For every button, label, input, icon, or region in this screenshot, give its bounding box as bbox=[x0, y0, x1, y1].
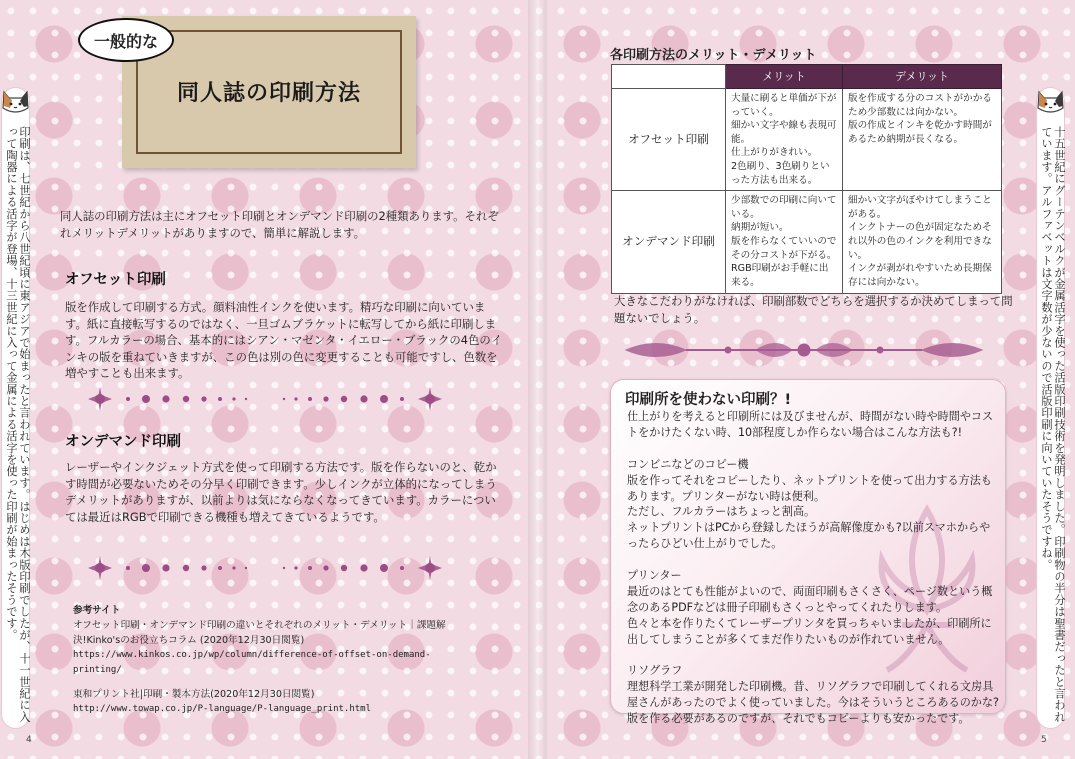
reference-link[interactable]: https://www.kinkos.co.jp/wp/column/difference-of-offset-on-demand-printing/ bbox=[73, 650, 431, 675]
callout-box bbox=[610, 379, 1006, 726]
ornament-divider bbox=[88, 556, 448, 580]
intro-text: 同人誌の印刷方法は主にオフセット印刷とオンデマンド印刷の2種類あります。それぞれメリットデメリットがありますので、簡単に解説します。 bbox=[60, 209, 499, 240]
title-badge: 一般的な bbox=[78, 18, 174, 62]
row-label: オフセット印刷 bbox=[612, 89, 726, 191]
comparison-table bbox=[611, 64, 1002, 294]
cat-face-icon bbox=[1035, 86, 1066, 116]
page-number: 5 bbox=[1041, 735, 1047, 745]
offset-body: 版を作成して印刷する方式。顔料油性インクを使います。精巧な印刷に向いています。紙に直接転写するのではなく、一旦ゴムブラケットに転写してから紙に印刷します。フルカラーの場合、基本的にはシアン・マゼンタ・イエロー・ブラックの4色のインキの版を重ねていきますが、この色は別の色に変更することも可能ですし、色数を増やすことも出来ます。 bbox=[65, 300, 503, 381]
offset-heading: オフセット印刷 bbox=[65, 272, 166, 288]
merit-cell: 大量に刷ると単価が下がっていく。 細かい文字や線も表現可能。 仕上がりがきれい。 2色刷り、3色刷りといった方法も出来る。 bbox=[726, 89, 843, 191]
callout-section-body: 最近のはとても性能がよいので、両面印刷もさくさく、ページ数という概念のあるPDFなどは冊子印刷もさくっとやってくれたりします。 色々と本を作りたくてレーザープリンタを買っちゃいましたが、印刷所に出してしまうことが多くてまだ作りたいものが作れていません。 bbox=[627, 584, 993, 646]
page-title: 同人誌の印刷方法 bbox=[176, 81, 361, 106]
table-conclusion: 大きなこだわりがなければ、印刷部数でどちらを選択するか決めてしまって問題ないでしょう。 bbox=[614, 294, 1013, 325]
ornament-divider bbox=[88, 387, 448, 411]
cat-face-icon bbox=[0, 86, 31, 116]
callout-section-body: 版を作ってそれをコピーしたり、ネットプリントを使って出力する方法もあります。プリンターがない時は便利。 ただし、フルカラーはちょっと割高。 ネットプリントはPCから登録したほうが高解像度かも?以前スマホからやったらひどい仕上がりでした。 bbox=[627, 473, 992, 551]
page-number: 4 bbox=[26, 735, 32, 745]
callout-heading: 印刷所を使わない印刷？! bbox=[625, 392, 792, 408]
book-gutter bbox=[528, 0, 547, 759]
callout-body bbox=[627, 409, 999, 727]
ondemand-body: レーザーやインクジェット方式を使って印刷する方法です。版を作らないのと、乾かす時間が必要ないためその分早く印刷できます。少しインクが立体的になってしまうデメリットがありますが、以前よりは気にならなくなってきています。カラーについては最近はRGBで印刷できる機種も増えてきているようです。 bbox=[65, 460, 497, 524]
table-row bbox=[612, 89, 1002, 191]
callout-section-title: コンビニなどのコピー機 bbox=[627, 457, 749, 471]
reference-link[interactable]: http://www.towap.co.jp/P-language/P-language_print.html bbox=[73, 704, 372, 714]
right-sidebar-text: 十五世紀にグーテンベルクが金属活字を使った活版印刷技術を発明しました。印刷物の半分は聖書だったと言われています。アルファベットは文字数が少ないので活版印刷に向いていたそうですね。 bbox=[1040, 126, 1066, 723]
references bbox=[73, 603, 473, 717]
merit-header: メリット bbox=[726, 65, 843, 89]
flourish-divider bbox=[616, 333, 992, 367]
left-sidebar-text: 印刷は、七世紀から八世紀頃に東アジアで始まったと言われています。はじめは木版印刷でしたが、十一世紀に入って陶器による活字が登場、十三世紀に入って金属による活字を使った印刷が始まったそうです。 bbox=[5, 126, 31, 723]
merit-cell: 少部数での印刷に向いている。 納期が短い。 版を作らなくていいのでその分コストが下がる。 RGB印刷がお手軽に出来る。 bbox=[726, 191, 843, 294]
callout-section-title: プリンター bbox=[627, 569, 682, 583]
left-sidebar bbox=[2, 88, 29, 728]
callout-intro: 仕上がりを考えると印刷所には及びませんが、時間がない時や時間やコストをかけたくない時、10部程度しか作らない場合はこんな方法も?! bbox=[627, 410, 994, 439]
table-row bbox=[612, 191, 1002, 294]
ondemand-heading: オンデマンド印刷 bbox=[65, 434, 181, 450]
demerit-cell: 細かい文字がぼやけてしまうことがある。 インクトナーの色が固定なためそれ以外の色のインクを利用できない。 インクが剥がれやすいため長期保存には向かない。 bbox=[843, 191, 1002, 294]
references-label: 参考サイト bbox=[73, 605, 121, 616]
table-title: 各印刷方法のメリット・デメリット bbox=[610, 48, 817, 63]
demerit-header: デメリット bbox=[843, 65, 1002, 89]
left-page bbox=[0, 0, 528, 759]
callout-section-title: リソグラフ bbox=[627, 664, 683, 678]
reference-title: オフセット印刷・オンデマンド印刷の違いとそれぞれのメリット・デメリット｜課題解決!Kinko'sのお役立ちコラム (2020年12月30日閲覧) bbox=[73, 620, 446, 646]
callout-section-body: 理想科学工業が開発した印刷機。昔、リソグラフで印刷してくれる文房具屋さんがあったのでよく使っていました。今はそういうところあるのかな? 版を作る必要があるのですが、それでもコピーよりも安かったです。 bbox=[627, 680, 999, 726]
table-corner bbox=[612, 65, 726, 89]
reference-title: 東和プリント社|印刷・製本方法(2020年12月30日閲覧) bbox=[73, 689, 315, 700]
row-label: オンデマンド印刷 bbox=[612, 191, 726, 294]
right-sidebar bbox=[1037, 88, 1064, 728]
demerit-cell: 版を作成する分のコストがかかるため少部数には向かない。 版の作成とインキを乾かす時間があるため納期が長くなる。 bbox=[843, 89, 1002, 191]
